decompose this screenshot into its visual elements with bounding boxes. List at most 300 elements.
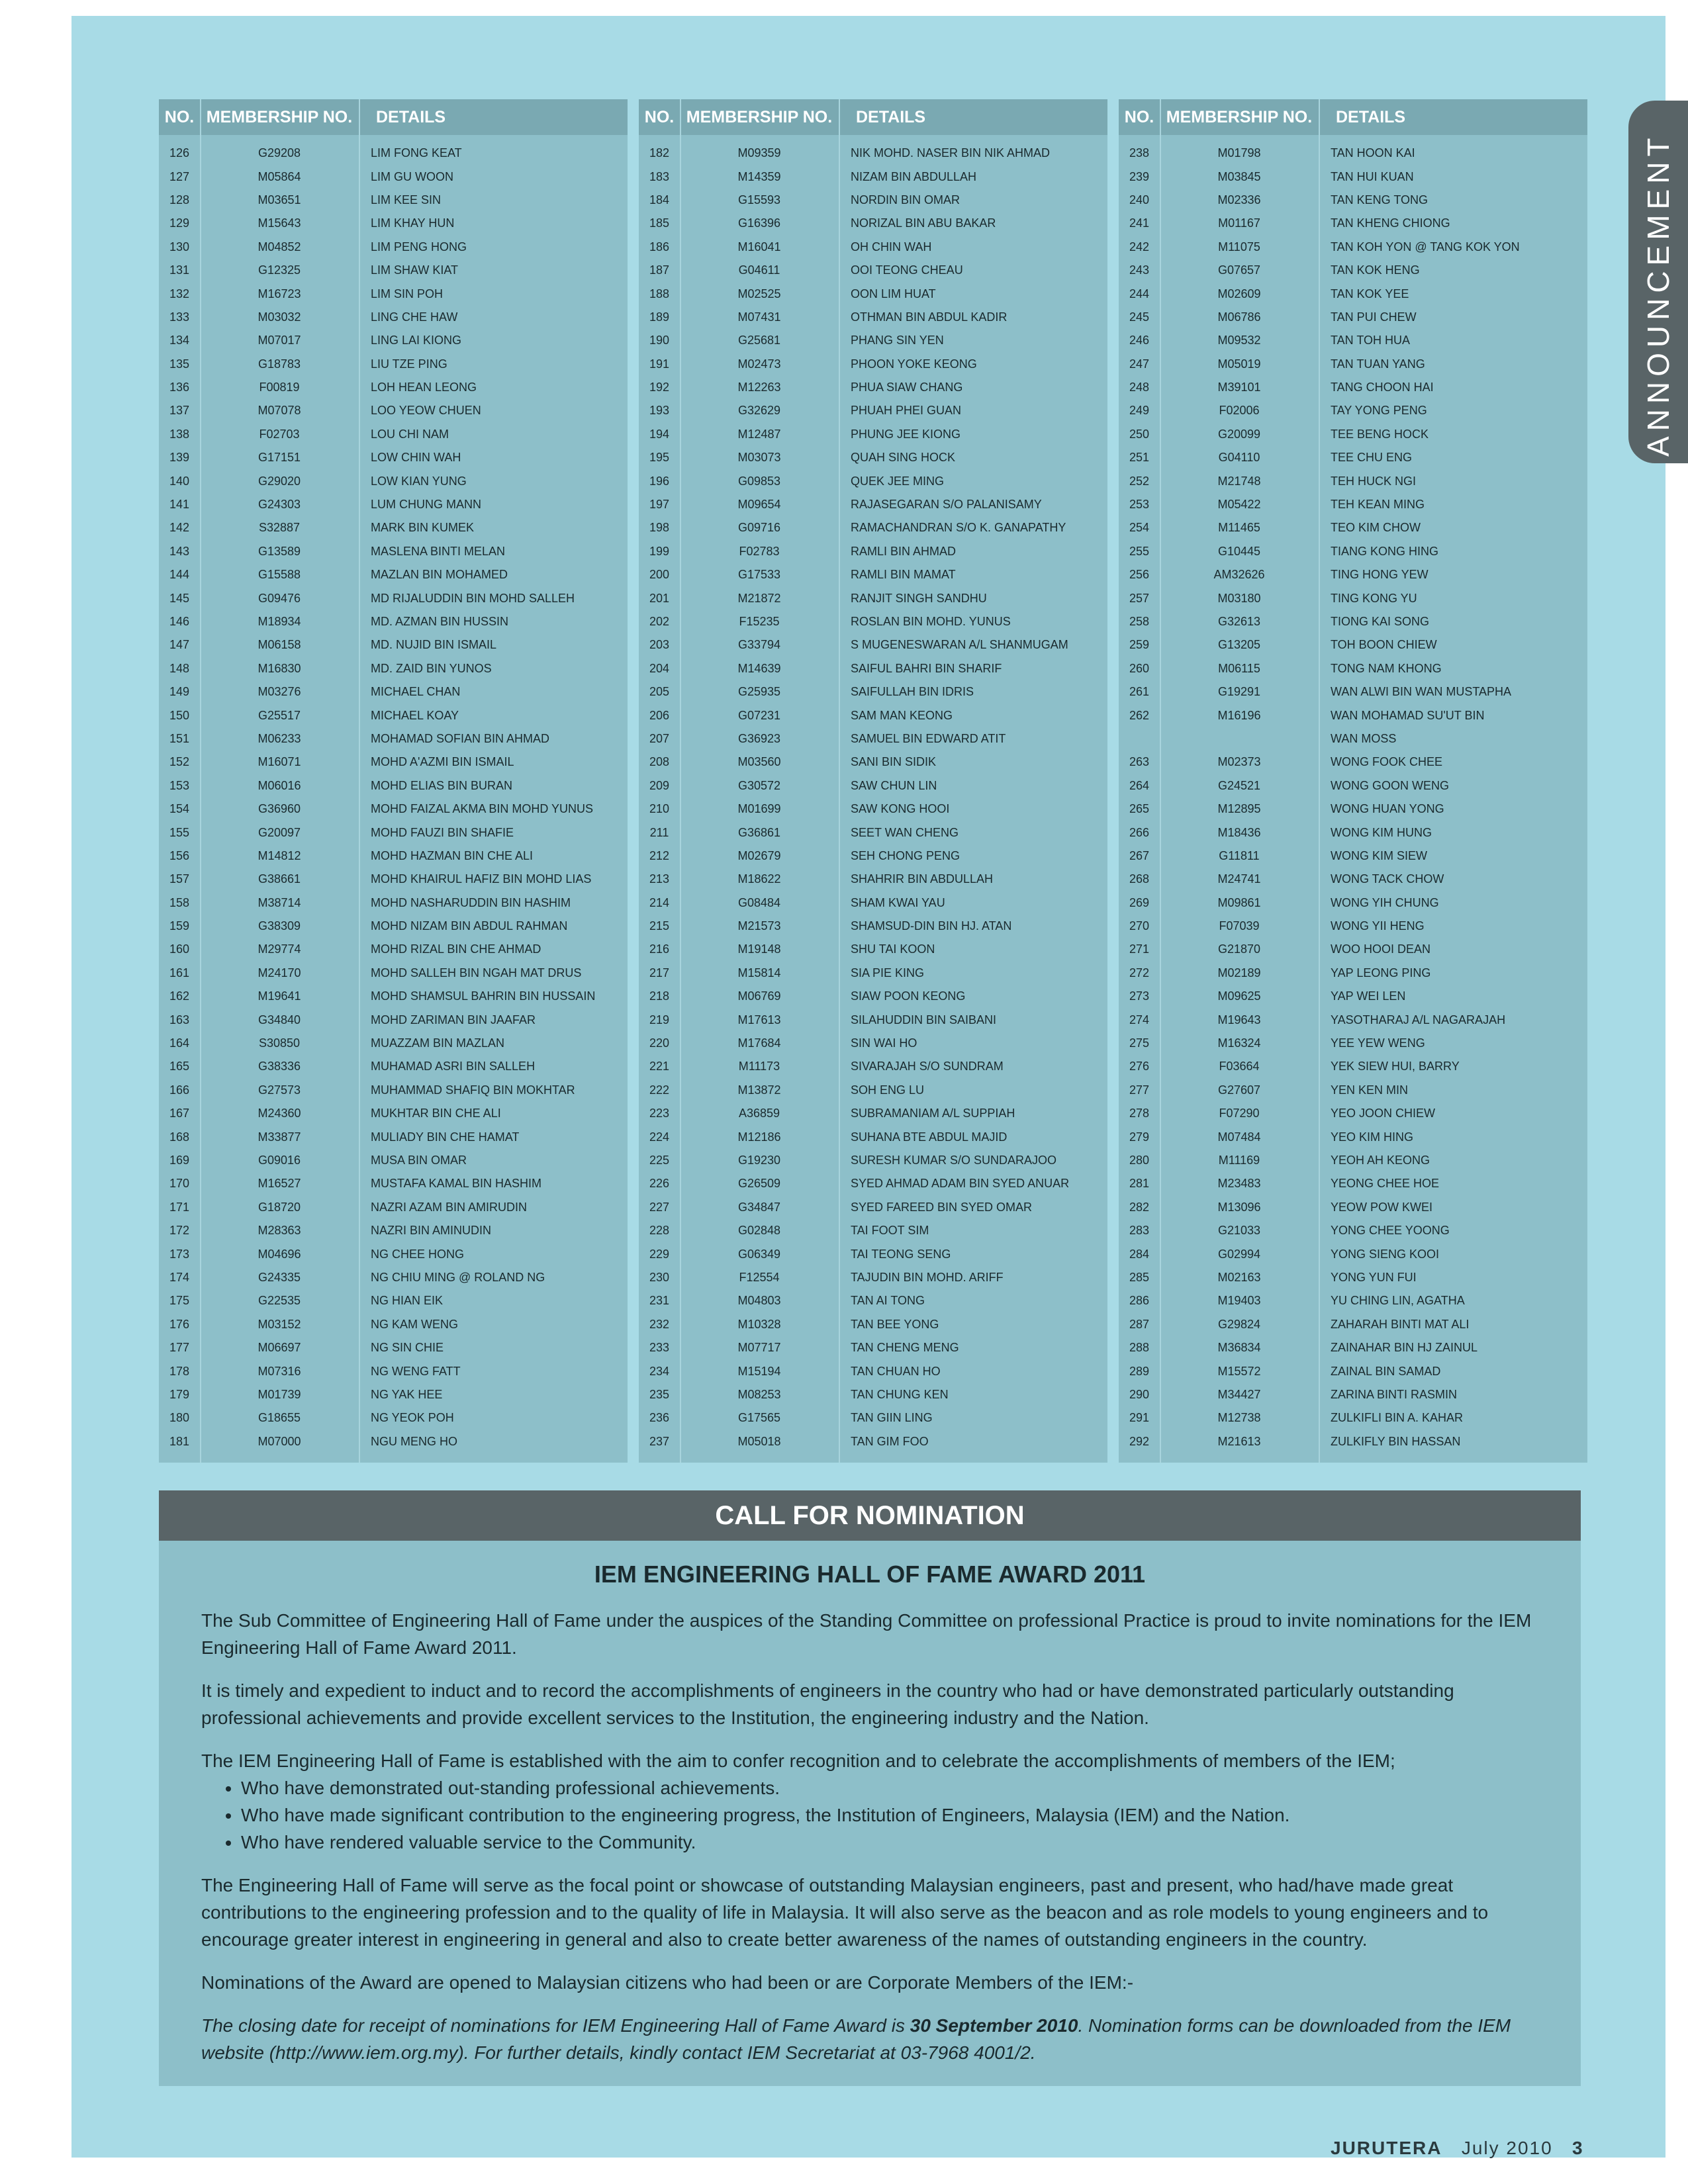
table-row [639,399,1107,422]
row-number: 239 [1129,169,1150,183]
table-row [1119,282,1587,305]
member-name: TONG NAM KHONG [1331,661,1442,675]
membership-number: M19643 [1217,1013,1261,1026]
membership-number: G16396 [737,216,781,230]
member-name: NG HIAN EIK [371,1294,444,1308]
row-number: 187 [649,263,670,277]
member-name: TEE BENG HOCK [1331,427,1429,441]
table-row [639,1383,1107,1406]
table-row [1119,1383,1587,1406]
membership-number: G07657 [1217,263,1261,277]
criteria-item: • Who have demonstrated out-standing professional achievements. [241,1774,1545,1801]
membership-number: M36834 [1217,1341,1261,1355]
criteria-list [201,1774,1545,1856]
membership-number: G04110 [1218,451,1260,465]
member-name: TAN AI TONG [851,1294,925,1308]
member-name: QUAH SING HOCK [851,451,956,465]
member-name: RANJIT SINGH SANDHU [851,591,987,605]
member-name: SILAHUDDIN BIN SAIBANI [851,1013,997,1026]
header-details: DETAILS [1336,107,1406,126]
row-number: 262 [1129,708,1150,722]
table-row [639,751,1107,774]
membership-number: G07231 [737,708,781,722]
member-name: TAI TEONG SENG [851,1247,951,1261]
row-number: 185 [649,216,670,230]
table-row [639,353,1107,376]
membership-number: M24741 [1217,872,1261,886]
member-name: NORIZAL BIN ABU BAKAR [851,216,996,230]
member-name: NG CHEE HONG [371,1247,465,1261]
member-name: PHUNG JEE KIONG [851,427,961,441]
membership-number: G25935 [737,685,781,699]
membership-number: M28363 [258,1224,301,1238]
membership-number: M19403 [1217,1294,1261,1308]
table-row [639,680,1107,704]
table-row [639,633,1107,657]
member-name: MOHD FAUZI BIN SHAFIE [371,825,514,839]
membership-number: M07316 [258,1364,301,1378]
member-name: NG SIN CHIE [371,1341,444,1355]
membership-number: M07078 [258,404,301,418]
membership-number: M03845 [1217,169,1261,183]
member-name: MUSA BIN OMAR [371,1153,467,1167]
row-number: 241 [1129,216,1150,230]
row-number: 270 [1129,919,1150,933]
membership-number: M21613 [1217,1434,1261,1448]
membership-number: G17565 [737,1411,781,1425]
row-number: 211 [649,825,669,839]
table-row [639,938,1107,961]
row-number: 216 [649,942,670,956]
member-name: SHAM KWAI YAU [851,895,945,909]
row-number: 135 [169,357,190,371]
row-number: 132 [169,287,190,300]
member-name: SIVARAJAH S/O SUNDRAM [851,1060,1004,1073]
member-name: TOH BOON CHIEW [1331,638,1437,652]
row-number: 157 [169,872,190,886]
row-number: 254 [1129,521,1150,535]
membership-number: M17613 [737,1013,781,1026]
membership-number: G32613 [1217,615,1261,628]
row-number: 170 [169,1177,190,1191]
membership-number: M11075 [1218,240,1260,253]
table-row [639,868,1107,891]
table-row [639,1289,1107,1312]
member-name: SAM MAN KEONG [851,708,953,722]
row-number: 281 [1129,1177,1150,1191]
table-row [1119,821,1587,844]
membership-number: M19148 [737,942,781,956]
member-name: TEH HUCK NGI [1331,474,1417,488]
table-row [639,657,1107,680]
row-number: 286 [1129,1294,1150,1308]
membership-number: M01167 [1218,216,1260,230]
table-row [1119,704,1587,727]
row-number: 267 [1129,848,1150,862]
table-row [639,189,1107,212]
membership-number: G22535 [258,1294,301,1308]
member-name: LIM SIN POH [371,287,444,300]
table-row [159,376,628,399]
issue-date: July 2010 [1461,2138,1553,2158]
row-number: 180 [169,1411,190,1425]
membership-number: M19641 [258,989,301,1003]
table-row [1119,985,1587,1008]
table-row [159,212,628,235]
table-row [159,680,628,704]
member-table-2 [639,99,1107,1463]
table-row [639,259,1107,282]
table-row [639,236,1107,259]
member-name: TEE CHU ENG [1331,451,1413,465]
row-number: 232 [649,1317,670,1331]
row-number: 154 [169,802,190,816]
member-name: MAZLAN BIN MOHAMED [371,568,508,582]
member-name: MD. NUJID BIN ISMAIL [371,638,497,652]
member-name: TAN HUI KUAN [1331,169,1414,183]
membership-number: M02336 [1217,193,1261,206]
row-number: 282 [1129,1200,1150,1214]
row-number: 213 [649,872,670,886]
member-name: LIM FONG KEAT [371,146,462,160]
row-number: 169 [169,1153,190,1167]
membership-number: G18655 [258,1411,301,1425]
member-name: ZAHARAH BINTI MAT ALI [1331,1317,1470,1331]
member-name: MOHD NIZAM BIN ABDUL RAHMAN [371,919,568,933]
member-name: TAN PUI CHEW [1331,310,1417,324]
row-number: 245 [1129,310,1150,324]
row-number: 258 [1129,615,1150,628]
table-row [1119,586,1587,610]
membership-number: G34840 [258,1013,301,1026]
membership-number: G25517 [258,708,301,722]
member-name: RAMLI BIN AHMAD [851,544,957,558]
row-number: 227 [649,1200,670,1214]
member-name: YONG CHEE YOONG [1331,1224,1450,1238]
table-row [159,657,628,680]
row-number: 134 [169,334,190,347]
row-number: 173 [169,1247,190,1261]
row-number: 208 [649,755,670,769]
member-name: NG CHIU MING @ ROLAND NG [371,1270,545,1284]
member-name: MUAZZAM BIN MAZLAN [371,1036,505,1050]
membership-number: M03073 [737,451,781,465]
member-name: QUEK JEE MING [851,474,945,488]
table-row [159,1008,628,1031]
membership-number: G02848 [737,1224,781,1238]
membership-number: M10328 [737,1317,781,1331]
table-row [1119,1289,1587,1312]
table-row [639,1266,1107,1289]
row-number: 171 [169,1200,190,1214]
member-name: OOI TEONG CHEAU [851,263,963,277]
member-name: MUHAMMAD SHAFIQ BIN MOKHTAR [371,1083,575,1097]
row-number: 251 [1129,451,1150,465]
row-number: 172 [169,1224,190,1238]
member-name: TEO KIM CHOW [1331,521,1421,535]
table-row [1119,774,1587,797]
membership-number: M09861 [1217,895,1261,909]
membership-number: M12263 [737,381,781,394]
row-number: 253 [1129,498,1150,512]
member-name: TAN KENG TONG [1331,193,1429,206]
member-name: SIA PIE KING [851,966,925,979]
table-row [159,1266,628,1289]
row-number: 225 [649,1153,670,1167]
row-number: 192 [649,381,670,394]
row-number: 143 [169,544,190,558]
membership-number: M14639 [737,661,781,675]
membership-number: G18720 [258,1200,301,1214]
table-row [639,1125,1107,1148]
membership-number: M34427 [1217,1387,1261,1401]
member-name: LIM PENG HONG [371,240,467,253]
row-number: 220 [649,1036,670,1050]
member-name: WONG GOON WENG [1331,778,1449,792]
table-row [159,1383,628,1406]
membership-number: F12554 [739,1270,780,1284]
membership-number: M05018 [737,1434,781,1448]
row-number: 174 [169,1270,190,1284]
membership-number: G09716 [737,521,781,535]
member-name: TAN HOON KAI [1331,146,1415,160]
membership-number: M09654 [737,498,781,512]
member-name: SIN WAI HO [851,1036,917,1050]
member-name: PHUAH PHEI GUAN [851,404,962,418]
membership-number: M02525 [737,287,781,300]
nomination-body [201,1607,1545,2082]
page-number: 3 [1572,2138,1584,2158]
membership-number: M09532 [1217,334,1261,347]
table-row [639,1055,1107,1078]
table-row [159,915,628,938]
member-name: TAN CHENG MENG [851,1341,959,1355]
membership-number: M33877 [258,1130,301,1144]
row-number: 188 [649,287,670,300]
member-name: WONG FOOK CHEE [1331,755,1443,769]
row-number: 206 [649,708,670,722]
row-number: 161 [169,966,190,979]
membership-number: M16830 [258,661,301,675]
row-number: 229 [649,1247,670,1261]
membership-number: M04803 [737,1294,781,1308]
membership-number: M11465 [1218,521,1260,535]
membership-number: G26509 [737,1177,781,1191]
member-name: SHU TAI KOON [851,942,935,956]
table-row [1119,1196,1587,1219]
membership-number: M12895 [1217,802,1261,816]
member-name: TAJUDIN BIN MOHD. ARIFF [851,1270,1004,1284]
table-row [159,236,628,259]
table-row [1119,423,1587,446]
table-row [159,493,628,516]
row-number: 223 [649,1107,670,1120]
table-row [159,1102,628,1125]
header-no: NO. [644,107,675,126]
membership-number: M03180 [1217,591,1261,605]
row-number: 269 [1129,895,1150,909]
member-name: SAMUEL BIN EDWARD ATIT [851,731,1006,745]
member-name: TAN KOH YON @ TANG KOK YON [1331,240,1520,253]
row-number: 198 [649,521,670,535]
member-name: WONG KIM HUNG [1331,825,1432,839]
table-row [159,353,628,376]
membership-number: G08484 [737,895,781,909]
membership-number: G32629 [737,404,781,418]
member-name: TAN GIIN LING [851,1411,933,1425]
member-name: YAP LEONG PING [1331,966,1431,979]
member-name: S MUGENESWARAN A/L SHANMUGAM [851,638,1068,652]
member-name: WONG TACK CHOW [1331,872,1444,886]
membership-number: G38336 [258,1060,301,1073]
row-number: 240 [1129,193,1150,206]
member-name: TAN TUAN YANG [1331,357,1425,371]
table-row [639,1359,1107,1383]
table-row [159,306,628,329]
row-number: 150 [169,708,190,722]
membership-number: M06786 [1217,310,1261,324]
table-row [639,821,1107,844]
table-row [1119,469,1587,492]
member-name: WONG YII HENG [1331,919,1425,933]
row-number: 278 [1129,1107,1150,1120]
member-name: MUSTAFA KAMAL BIN HASHIM [371,1177,542,1191]
row-number: 202 [649,615,670,628]
member-name: TING HONG YEW [1331,568,1429,582]
member-name: SIAW POON KEONG [851,989,966,1003]
table-row [1119,1032,1587,1055]
row-number: 205 [649,685,670,699]
membership-number: G17533 [737,568,781,582]
table-row [1119,657,1587,680]
table-row [639,423,1107,446]
row-number: 246 [1129,334,1150,347]
member-table-1 [159,99,628,1463]
member-name: NIZAM BIN ABDULLAH [851,169,977,183]
row-number: 224 [649,1130,670,1144]
member-name: MD RIJALUDDIN BIN MOHD SALLEH [371,591,575,605]
table-row [639,1149,1107,1172]
table-row [1119,165,1587,188]
row-number: 256 [1129,568,1150,582]
row-number: 221 [649,1060,670,1073]
row-number: 182 [649,146,670,160]
table-body [639,142,1107,1453]
membership-number: G38661 [258,872,301,886]
membership-number: M14812 [258,848,301,862]
membership-number: G19230 [737,1153,781,1167]
membership-number: G11811 [1219,848,1260,862]
row-number: 156 [169,848,190,862]
member-name: SEH CHONG PENG [851,848,961,862]
row-number: 277 [1129,1083,1150,1097]
member-name: SAW KONG HOOI [851,802,950,816]
table-row [159,704,628,727]
membership-number: M16041 [737,240,781,253]
membership-number: M06016 [258,778,301,792]
table-row [639,915,1107,938]
member-name: RAJASEGARAN S/O PALANISAMY [851,498,1042,512]
table-row [1119,540,1587,563]
table-header [1119,99,1587,135]
membership-number: M01739 [258,1387,301,1401]
row-number: 271 [1129,942,1150,956]
table-row [159,1289,628,1312]
table-row [639,1196,1107,1219]
member-name: MOHD NASHARUDDIN BIN HASHIM [371,895,571,909]
table-row [639,1102,1107,1125]
membership-number: M06233 [258,731,301,745]
table-row [1119,633,1587,657]
row-number: 160 [169,942,190,956]
row-number: 191 [649,357,670,371]
membership-number: M02163 [1217,1270,1261,1284]
member-name: LOU CHI NAM [371,427,449,441]
header-membership: MEMBERSHIP NO. [206,107,353,126]
membership-number: G09476 [258,591,301,605]
membership-number: G18783 [258,357,301,371]
membership-number: G36861 [737,825,781,839]
row-number: 230 [649,1270,670,1284]
member-name: TAY YONG PENG [1331,404,1427,418]
member-name: WAN MOHAMAD SU'UT BIN [1331,708,1485,722]
table-row [1119,212,1587,235]
table-row [159,1359,628,1383]
member-name: TAN CHUNG KEN [851,1387,949,1401]
membership-number: M09625 [1217,989,1261,1003]
table-row [159,774,628,797]
membership-number: M18436 [1217,825,1261,839]
member-name: ZULKIFLI BIN A. KAHAR [1331,1411,1464,1425]
membership-number: F00819 [259,381,300,394]
member-name: SYED FAREED BIN SYED OMAR [851,1200,1033,1214]
member-name: SAW CHUN LIN [851,778,937,792]
member-name: MOHD KHAIRUL HAFIZ BIN MOHD LIAS [371,872,592,886]
table-row [639,376,1107,399]
row-number: 163 [169,1013,190,1026]
table-row [1119,1079,1587,1102]
table-row [1119,329,1587,352]
membership-number: M38714 [258,895,301,909]
membership-number: M02189 [1217,966,1261,979]
membership-number: M29774 [258,942,301,956]
row-number: 292 [1129,1434,1150,1448]
row-number: 279 [1129,1130,1150,1144]
table-row [159,259,628,282]
membership-number: M13872 [737,1083,781,1097]
row-number: 289 [1129,1364,1150,1378]
membership-number: M02609 [1217,287,1261,300]
member-name: SAIFULLAH BIN IDRIS [851,685,974,699]
membership-number: M06769 [737,989,781,1003]
member-name: TAN CHUAN HO [851,1364,941,1378]
membership-number: M01699 [737,802,781,816]
membership-number: M08253 [737,1387,781,1401]
membership-number: G12325 [258,263,301,277]
membership-number: F02006 [1219,404,1260,418]
row-number: 151 [169,731,190,745]
member-name: MICHAEL KOAY [371,708,459,722]
member-name: NIK MOHD. NASER BIN NIK AHMAD [851,146,1051,160]
table-row [639,844,1107,868]
table-row [1119,236,1587,259]
membership-number: G09853 [737,474,781,488]
member-name: SHAHRIR BIN ABDULLAH [851,872,994,886]
table-row [1119,844,1587,868]
membership-number: F02783 [739,544,780,558]
table-row [159,189,628,212]
membership-number: G29020 [258,474,301,488]
